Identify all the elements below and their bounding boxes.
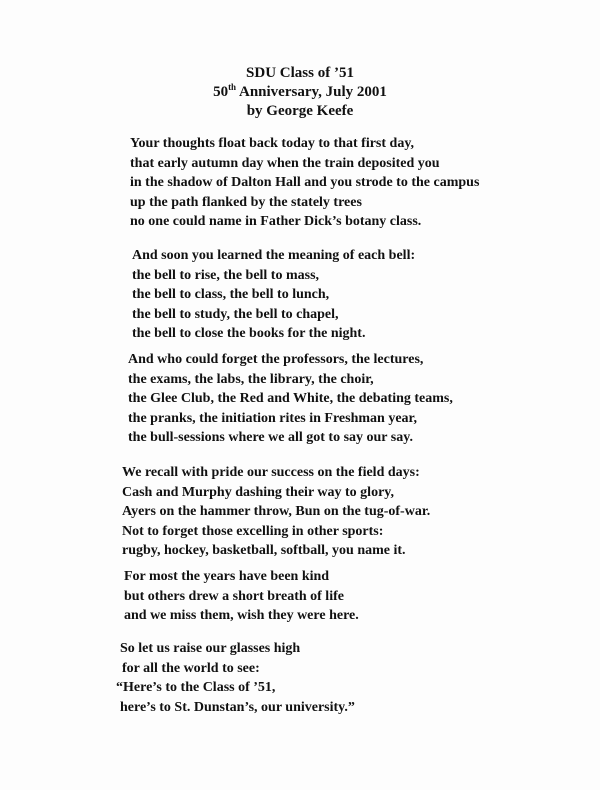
poem-line: Ayers on the hammer throw, Bun on the tug-of-war. (122, 504, 431, 519)
stanza-5 (124, 567, 359, 626)
stanza-3 (128, 350, 453, 448)
poem-line: We recall with pride our success on the field days: (122, 465, 420, 480)
anniversary-suffix: th (228, 82, 237, 92)
stanza-2 (132, 246, 415, 344)
poem-line: here’s to St. Dunstan’s, our university.” (120, 699, 355, 715)
poem-line: for all the world to see: (122, 660, 260, 676)
poem-line: And soon you learned the meaning of each bell: (132, 248, 416, 263)
poem-line: up the path flanked by the stately trees (130, 194, 362, 210)
poem-line: “Here’s to the Class of ’51, (116, 680, 276, 695)
poem-line: no one could name in Father Dick’s botany class. (130, 214, 422, 229)
poem-subtitle (0, 83, 600, 102)
poem-line: in the shadow of Dalton Hall and you strode to the campus (130, 175, 480, 190)
poem-line: the bell to rise, the bell to mass, (132, 267, 320, 283)
anniversary-text: Anniversary, July 2001 (236, 84, 387, 100)
poem-line: Cash and Murphy dashing their way to glory, (122, 484, 395, 500)
poem-line: the pranks, the initiation rites in Freshman year, (128, 410, 417, 426)
poem-header (0, 64, 600, 121)
poem-line: Your thoughts float back today to that first day, (130, 136, 415, 151)
poem-line: the exams, the labs, the library, the choir, (128, 371, 374, 387)
poem-line: the bell to study, the bell to chapel, (132, 306, 339, 322)
poem-line: rugby, hockey, basketball, softball, you name it. (122, 543, 406, 558)
poem-line: and we miss them, wish they were here. (124, 608, 359, 623)
poem-line: the bell to close the books for the night. (132, 326, 366, 341)
poem-line: So let us raise our glasses high (120, 641, 301, 656)
poem-author: by George Keefe (246, 103, 354, 119)
stanza-4 (122, 463, 430, 561)
poem-line: that early autumn day when the train deposited you (130, 155, 440, 171)
poem-line: Not to forget those excelling in other sports: (122, 523, 384, 539)
stanza-6 (116, 639, 355, 717)
stanza-1 (130, 134, 479, 232)
poem-line: the bull-sessions where we all got to say our say. (128, 430, 413, 445)
poem-line: And who could forget the professors, the lectures, (128, 352, 424, 367)
poem-title: SDU Class of ’51 (246, 65, 354, 81)
poem-line: the Glee Club, the Red and White, the debating teams, (128, 391, 453, 406)
anniversary-number: 50 (213, 84, 229, 100)
poem-line: but others drew a short breath of life (124, 588, 344, 604)
poem-line: the bell to class, the bell to lunch, (132, 287, 330, 302)
poem-line: For most the years have been kind (124, 569, 330, 584)
